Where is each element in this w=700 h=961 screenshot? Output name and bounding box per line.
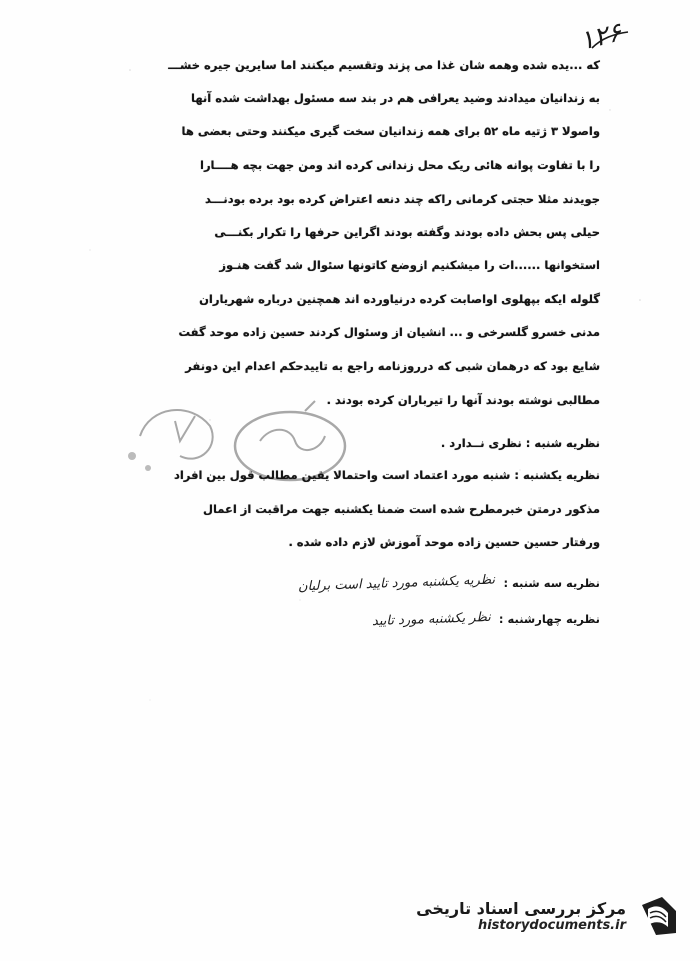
body-line-10: شایع بود که درهمان شبی که درروزنامه راجع به تاییدحکم اعدام این دونفر	[185, 359, 600, 373]
tuesday-opinion-row	[298, 572, 600, 595]
wednesday-opinion-label: نظریه چهارشنبه :	[498, 612, 600, 626]
body-line-8: گلوله ایکه بپهلوی اواصابت کرده درنیاورده اند همچنین درباره شهریاران	[199, 292, 600, 306]
page-number: ۱۲۶	[577, 17, 626, 57]
body-line-5: جویدند مثلا حجتی کرمانی راکه چند دنعه اعتراض کرده بود برده بودنـــد	[204, 192, 600, 206]
tuesday-handwritten-note: نظریه یکشنبه مورد تایید است برلیان	[298, 572, 496, 595]
tuesday-opinion-label: نظریه سه شنبه :	[503, 576, 600, 590]
book-logo-icon	[636, 893, 682, 939]
page-number-stroke	[590, 30, 630, 52]
body-line-4: را با تفاوت پوانه هائی ریک محل زندانی کرده اند ومن جهت بچه هــــارا	[200, 158, 600, 172]
body-line-6: حیلی پس بحش داده بودند وگفته بودند اگراین حرفها را تکرار بکنـــی	[214, 225, 600, 239]
body-line-9: مدنی خسرو گلسرخی و ... انشیان از وسئوال کردند حسین زاده موحد گفت	[178, 325, 600, 339]
body-line-7: استخوانها ......ات را میشکنیم ازوضع کاتونها سئوال شد گفت هنـوز	[219, 258, 600, 272]
sunday-opinion-line-1: نظریه یکشنبه : شنبه مورد اعتماد است واحتمالا یقین مطالب قول بین افراد	[173, 468, 600, 482]
archive-watermark	[416, 893, 682, 939]
body-line-11: مطالبی نوشته بودند آنها را تیرباران کرده بودند .	[326, 393, 600, 407]
sunday-opinion-line-2: مذکور درمتن خبرمطرح شده است ضمنا یکشنبه جهت مراقبت از اعمال	[202, 502, 600, 516]
wednesday-opinion-row	[371, 609, 600, 630]
body-line-2: به زندانیان میدادند وضید یعرافی هم در بند سه مسئول بهداشت شده آنها	[191, 91, 600, 105]
body-line-1: که ...یده شده وهمه شان غذا می پزند وتقسیم میکنند اما سایرین جیره خشـــ	[168, 58, 600, 72]
sunday-opinion-line-3: ورفتار حسین حسین زاده موحد آموزش لازم داده شده .	[288, 535, 600, 549]
archive-title: مرکز بررسی اسناد تاریخی	[416, 899, 626, 918]
wednesday-handwritten-note: نظر یکشنبه مورد تایید	[371, 609, 492, 630]
saturday-opinion-line: نظریه شنبه : نظری نــدارد .	[440, 436, 600, 450]
archive-url: historydocuments.ir	[477, 918, 626, 933]
body-line-3: واصولا ۳ ژتیه ماه ۵۲ برای همه زندانیان سخت گیری میکنند وحتی بعضی ها	[181, 124, 600, 138]
